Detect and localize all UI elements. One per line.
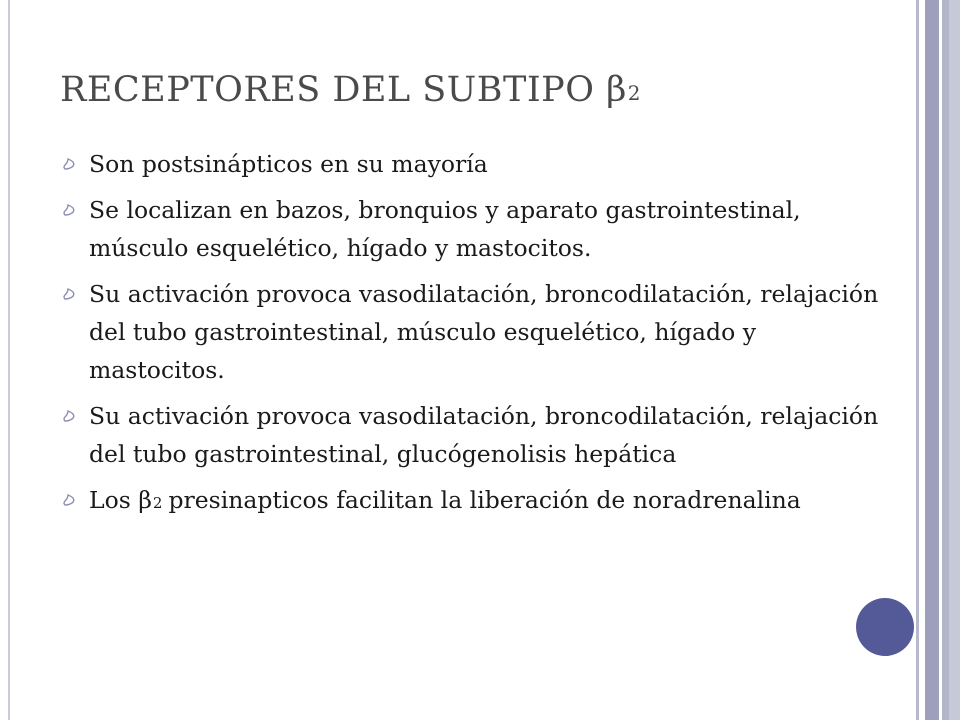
bullet-item xyxy=(62,145,882,183)
bullet-item xyxy=(62,481,882,522)
bullet-item xyxy=(62,275,882,389)
slide-title xyxy=(60,70,641,110)
bullet-text: Se localizan en bazos, bronquios y aparato gastrointestinal, músculo esquelético, hígado y mastocitos. xyxy=(89,196,801,262)
scroll-bullet-icon xyxy=(62,287,76,301)
bullet-item xyxy=(62,191,882,267)
bullet-text: Su activación provoca vasodilatación, broncodilatación, relajación del tubo gastrointestinal, músculo esquelético, hígado y mastocitos. xyxy=(89,280,879,384)
bullet-subscript: 2 xyxy=(152,494,163,512)
title-beta-symbol: β xyxy=(606,70,627,110)
bullet-prefix: Los xyxy=(89,486,131,514)
scroll-bullet-icon xyxy=(62,409,76,423)
stripe xyxy=(949,0,960,720)
right-stripe-decoration xyxy=(916,0,960,720)
accent-circle xyxy=(856,598,914,656)
stripe xyxy=(925,0,939,720)
left-frame-line xyxy=(8,0,10,720)
stripe xyxy=(942,0,949,720)
bullet-text: presinapticos facilitan la liberación de noradrenalina xyxy=(168,486,801,514)
bullet-text: Su activación provoca vasodilatación, broncodilatación, relajación del tubo gastrointestinal, glucógenolisis hepática xyxy=(89,402,879,468)
scroll-bullet-icon xyxy=(62,493,76,507)
scroll-bullet-icon xyxy=(62,157,76,171)
bullet-text: Son postsinápticos en su mayoría xyxy=(89,150,488,178)
bullet-beta-symbol: β xyxy=(138,486,152,514)
scroll-bullet-icon xyxy=(62,203,76,217)
bullet-list xyxy=(62,145,882,530)
title-text: RECEPTORES DEL SUBTIPO xyxy=(60,70,595,110)
bullet-item xyxy=(62,397,882,473)
title-subscript: 2 xyxy=(627,81,642,105)
